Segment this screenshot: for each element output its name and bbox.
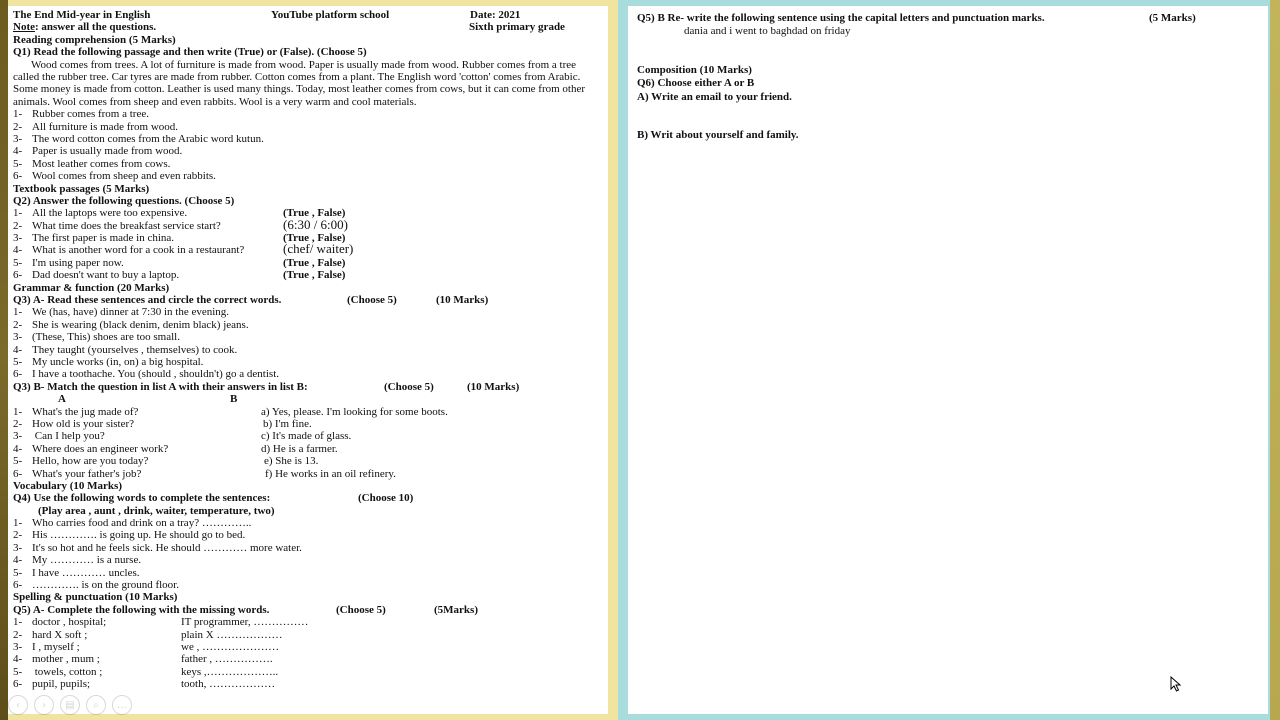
reading-items: [13, 108, 603, 182]
next-icon[interactable]: ›: [34, 695, 54, 715]
fill-blank-item: [13, 529, 603, 541]
spelling-pair-b: IT programmer, ……………: [181, 616, 309, 629]
item-number: 4-: [13, 554, 23, 567]
match-question: Hello, how are you today?: [32, 455, 149, 468]
item-number: 4-: [13, 145, 23, 158]
item-number: 3-: [13, 541, 23, 554]
item-number: 3-: [13, 430, 23, 443]
fill-blank-item: [13, 542, 603, 554]
item-number: 4-: [13, 244, 23, 257]
fill-blank-item: [13, 517, 603, 529]
item-text: His …………. is going up. He should go to bed.: [32, 529, 246, 542]
match-answer: a) Yes, please. I'm looking for some boots.: [261, 405, 448, 418]
item-text: We (has, have) dinner at 7:30 in the evening.: [32, 306, 230, 319]
spelling-item: [13, 629, 603, 641]
item-text: I have ………… uncles.: [32, 566, 140, 579]
item-number: 3-: [13, 640, 23, 653]
textbook-question-item: [13, 241, 603, 257]
section-heading-spelling: Spelling & punctuation (10 Marks): [13, 591, 178, 604]
item-number: 1-: [13, 306, 23, 319]
circle-word-item: [13, 344, 603, 356]
match-column-headers: [13, 393, 603, 405]
item-number: 1-: [13, 405, 23, 418]
item-text: Paper is usually made from wood.: [32, 145, 183, 158]
item-number: 6-: [13, 579, 23, 592]
question-q1: Q1) Read the following passage and then write (True) or (False). (Choose 5): [13, 46, 367, 59]
grammar-items: [13, 306, 603, 380]
header-row-1: [13, 9, 603, 21]
spelling-pair-a: hard X soft ;: [32, 628, 88, 641]
circle-word-item: [13, 331, 603, 343]
item-number: 3-: [13, 232, 23, 245]
item-number: 5-: [13, 665, 23, 678]
item-text: I have a toothache. You (should , shouldn't) go a dentist.: [32, 368, 280, 381]
item-text: Who carries food and drink on a tray? …………..: [32, 517, 252, 530]
fill-blank-item: [13, 554, 603, 566]
match-question: What's your father's job?: [32, 467, 142, 480]
match-items: [13, 406, 603, 480]
section-heading-grammar: Grammar & function (20 Marks): [13, 281, 170, 294]
header-row-2: [13, 21, 603, 33]
spelling-item: [13, 653, 603, 665]
word-bank: (Play area , aunt , drink, waiter, temperature, two): [38, 504, 275, 517]
item-number: 6-: [13, 678, 23, 691]
item-text: She is wearing (black denim, denim black) jeans.: [32, 318, 249, 331]
q3a-marks: (10 Marks): [436, 294, 489, 307]
composition-option-b: B) Writ about yourself and family.: [637, 128, 799, 141]
question-q2: Q2) Answer the following questions. (Choose 5): [13, 194, 235, 207]
textbook-question-item: [13, 269, 603, 281]
item-number: 1-: [13, 108, 23, 121]
circle-word-item: [13, 319, 603, 331]
item-text: I'm using paper now.: [32, 256, 124, 269]
item-number: 4-: [13, 343, 23, 356]
item-number: 4-: [13, 653, 23, 666]
spelling-pair-b: father , …………….: [181, 653, 273, 666]
spelling-pair-a: pupil, pupils;: [32, 678, 91, 691]
match-answer: e) She is 13.: [264, 455, 319, 468]
item-number: 2-: [13, 219, 23, 232]
item-text: It's so hot and he feels sick. He should ………… more water.: [32, 541, 302, 554]
q3b-instruction: Q3) B- Match the question in list A with their answers in list B:: [13, 380, 308, 393]
question-q3b: [13, 381, 603, 393]
item-number: 5-: [13, 157, 23, 170]
more-icon[interactable]: …: [112, 695, 132, 715]
item-text: (These, This) shoes are too small.: [32, 331, 180, 344]
section-heading-reading: Reading comprehension (5 Marks): [13, 33, 176, 46]
spelling-item: [13, 678, 603, 690]
answer-options: (True , False): [283, 207, 346, 220]
pages-icon[interactable]: ▤: [60, 695, 80, 715]
section-heading-textbook: Textbook passages (5 Marks): [13, 182, 150, 195]
match-item: [13, 406, 603, 418]
item-text: Most leather comes from cows.: [32, 157, 171, 170]
item-text: …………. is on the ground floor.: [32, 579, 179, 592]
q5a-instruction: Q5) A- Complete the following with the missing words.: [13, 603, 270, 616]
item-text: What time does the breakfast service start?: [32, 219, 221, 232]
fill-blank-item: [13, 567, 603, 579]
textbook-items: [13, 207, 603, 281]
question-q6: Q6) Choose either A or B: [637, 77, 755, 90]
item-text: What is another word for a cook in a restaurant?: [32, 244, 245, 257]
spelling-pair-a: doctor , hospital;: [32, 616, 107, 629]
prev-icon[interactable]: ‹: [8, 695, 28, 715]
item-text: They taught (yourselves , themselves) to cook.: [32, 343, 238, 356]
spelling-pair-b: keys ,………………..: [181, 665, 279, 678]
item-text: The word cotton comes from the Arabic word kutun.: [32, 132, 264, 145]
true-false-item: [13, 133, 603, 145]
match-answer: c) It's made of glass.: [261, 430, 352, 443]
answer-options: (True , False): [283, 256, 346, 269]
q4-choose: (Choose 10): [358, 492, 414, 505]
match-question: Where does an engineer work?: [32, 442, 169, 455]
left-edge-decoration: [0, 0, 8, 720]
item-number: 4-: [13, 442, 23, 455]
match-item: [13, 455, 603, 467]
question-q4: [13, 492, 603, 504]
q5b-marks: (5 Marks): [1149, 12, 1196, 24]
item-number: 6-: [13, 170, 23, 183]
circle-word-item: [13, 368, 603, 380]
answer-options: (chef/ waiter): [283, 241, 354, 257]
composition-option-a: A) Write an email to your friend.: [637, 90, 792, 103]
q5a-marks: (5Marks): [434, 603, 478, 616]
item-number: 6-: [13, 368, 23, 381]
match-answer: d) He is a farmer.: [261, 442, 338, 455]
spelling-pair-b: plain X ………………: [181, 628, 283, 641]
spelling-pair-a: mother , mum ;: [32, 653, 100, 666]
match-item: [13, 468, 603, 480]
q5b-instruction: Q5) B Re- write the following sentence using the capital letters and punctuation marks.: [637, 12, 1045, 24]
item-text: My ………… is a nurse.: [32, 554, 142, 567]
match-question: How old is your sister?: [32, 417, 135, 430]
item-text: The first paper is made in china.: [32, 232, 175, 245]
q3b-choose: (Choose 5): [384, 380, 434, 393]
item-number: 2-: [13, 318, 23, 331]
exam-date: Date: 2021: [470, 9, 521, 21]
circle-word-item: [13, 306, 603, 318]
item-number: 5-: [13, 256, 23, 269]
item-text: Dad doesn't want to buy a laptop.: [32, 269, 180, 282]
item-number: 1-: [13, 207, 23, 220]
item-number: 2-: [13, 529, 23, 542]
circle-word-item: [13, 356, 603, 368]
section-heading-vocabulary: Vocabulary (10 Marks): [13, 479, 122, 492]
item-text: Rubber comes from a tree.: [32, 108, 149, 121]
right-edge-decoration: [1270, 0, 1280, 720]
exam-title: The End Mid-year in English: [13, 9, 151, 21]
item-number: 5-: [13, 455, 23, 468]
q3b-marks: (10 Marks): [467, 380, 520, 393]
column-a-label: A: [58, 393, 66, 406]
true-false-item: [13, 108, 603, 120]
item-text: All furniture is made from wood.: [32, 120, 179, 133]
vocab-items: [13, 517, 603, 591]
match-question: Can I help you?: [32, 430, 105, 443]
item-number: 5-: [13, 356, 23, 368]
answer-options: (6:30 / 6:00): [283, 216, 348, 232]
spelling-item: [13, 666, 603, 678]
answer-options: (True , False): [283, 269, 346, 282]
note-label: Note: [13, 21, 35, 34]
true-false-item: [13, 145, 603, 157]
school-name: YouTube platform school: [271, 9, 390, 21]
section-heading-composition: Composition (10 Marks): [637, 63, 752, 76]
item-text: Wool comes from sheep and even rabbits.: [32, 170, 216, 183]
textbook-question-item: [13, 257, 603, 269]
q3a-instruction: Q3) A- Read these sentences and circle the correct words.: [13, 294, 282, 307]
q4-instruction: Q4) Use the following words to complete the sentences:: [13, 492, 271, 505]
item-number: 2-: [13, 120, 23, 133]
exam-page-right: [628, 6, 1268, 714]
fill-blank-item: [13, 579, 603, 591]
match-answer: f) He works in an oil refinery.: [265, 467, 396, 480]
match-item: [13, 418, 603, 430]
match-item: [13, 443, 603, 455]
answer-options: (True , False): [283, 232, 346, 245]
textbook-question-item: [13, 216, 603, 232]
spelling-item: [13, 616, 603, 628]
item-text: All the laptops were too expensive.: [32, 207, 188, 220]
note-text: : answer all the questions.: [35, 21, 157, 34]
viewer-controls: [8, 694, 132, 716]
q5b-sentence: dania and i went to baghdad on friday: [684, 25, 851, 38]
grade-label: Sixth primary grade: [469, 21, 565, 34]
item-number: 5-: [13, 566, 23, 579]
spelling-pair-b: we , …………………: [181, 640, 280, 653]
match-question: What's the jug made of?: [32, 405, 139, 418]
zoom-icon[interactable]: ⌕: [86, 695, 106, 715]
spelling-pair-b: tooth, ………………: [181, 678, 276, 691]
q3a-choose: (Choose 5): [347, 294, 397, 307]
true-false-item: [13, 158, 603, 170]
item-number: 2-: [13, 628, 23, 641]
exam-page-left: [8, 6, 608, 714]
true-false-item: [13, 121, 603, 133]
true-false-item: [13, 170, 603, 182]
item-number: 6-: [13, 269, 23, 282]
match-answer: b) I'm fine.: [263, 417, 312, 430]
column-b-label: B: [230, 393, 238, 406]
q5a-choose: (Choose 5): [336, 603, 386, 616]
item-number: 3-: [13, 132, 23, 145]
item-number: 3-: [13, 331, 23, 344]
spelling-pair-a: I , myself ;: [32, 640, 80, 653]
spelling-items: [13, 616, 603, 690]
question-q3a: [13, 294, 603, 306]
question-q5b: [637, 12, 1259, 24]
spelling-item: [13, 641, 603, 653]
item-number: 1-: [13, 616, 23, 629]
match-item: [13, 430, 603, 442]
mouse-cursor-icon: [1170, 676, 1182, 692]
item-number: 2-: [13, 417, 23, 430]
question-q5a: [13, 604, 603, 616]
item-text: My uncle works (in, on) a big hospital.: [32, 356, 204, 368]
item-number: 1-: [13, 517, 23, 530]
item-number: 6-: [13, 467, 23, 480]
spelling-pair-a: towels, cotton ;: [32, 665, 103, 678]
reading-passage: Wood comes from trees. A lot of furniture is made from wood. Paper is usually made from wood. Rubber comes from a tree called the rubber tree. Car tyres are made from rubber. Cotton comes from a plant. The English word 'cotton' comes from Arabic. Some money is made from cotton. Leather is used many things. Today, most leather comes from cows, but it can come from other animals. Wool comes from sheep and even rabbits. Wool is a very warm and cool materials.: [13, 58, 586, 108]
